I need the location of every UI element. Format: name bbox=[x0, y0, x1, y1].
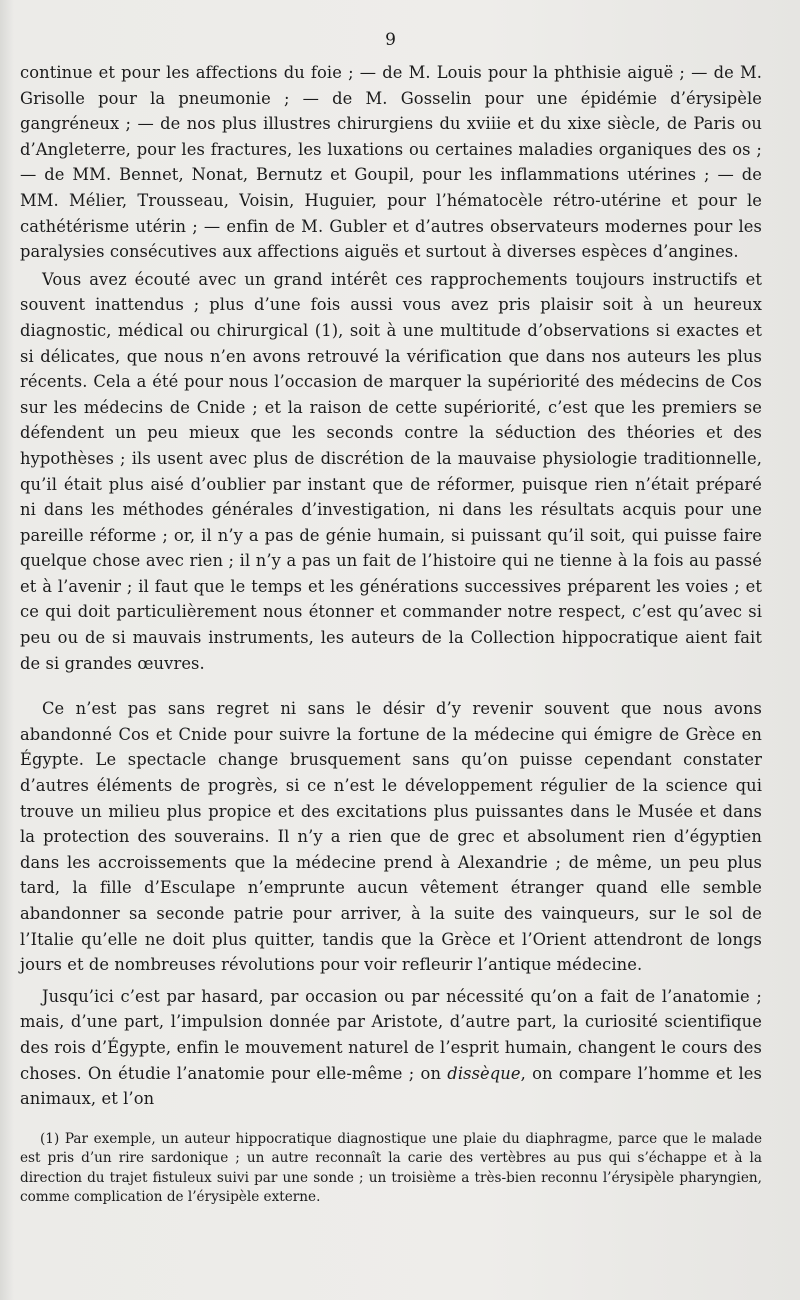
page-number: 9 bbox=[385, 30, 397, 50]
emphasis-disseque: dissèque bbox=[447, 1063, 521, 1083]
paragraph-alexandrie: Ce n’est pas sans regret ni sans le désir d’y revenir souvent que nous avons abandonné Cos et Cnide pour suivre la fortune de la médecine qui émigre de Grèce en Égypte. Le spectacle change brusquement sans qu’on puisse cependant constater d’autres éléments de progrès, si ce n’est le développement régulier de la science qui trouve un milieu plus propice et des excitations plus puissantes dans le Musée et dans la protection des souverains. Il n’y a rien que de grec et absolument rien d’égyptien dans les accroissements que la médecine prend à Alexandrie ; de même, un peu plus tard, la fille d’Esculape n’emprunte aucun vêtement étranger quand elle semble abandonner sa seconde patrie pour arriver, à la suite des vainqueurs, sur le sol de l’Italie qu’elle ne doit plus quitter, tandis que la Grèce et l’Orient attendront de longs jours et de nombreuses révolutions pour voir refleurir l’antique médecine. bbox=[20, 699, 762, 975]
paragraph-anatomie bbox=[20, 984, 762, 1112]
anatomie-text-start: Jusqu’ici c’est par hasard, par occasion ou par nécessité qu’on a fait de l’anatomie ; mais, d’une part, l’impulsion donnée par Aristote, d’autre part, la curiosité scientifique des rois d’Égypte, enfin le mouvement naturel de l’esprit humain, changent le cours des choses. On étudie l’anatomie pour elle-même ; on bbox=[20, 986, 762, 1083]
anatomie-text-end: , on compare l’homme et les animaux, et l’on bbox=[20, 1063, 762, 1109]
paragraph-rapprochements: Vous avez écouté avec un grand intérêt ces rapprochements toujours instructifs et souvent inattendus ; plus d’une fois aussi vous avez pris plaisir soit à un heureux diagnostic, médical ou chirurgical (1), soit à une multitude d’observations si exactes et si délicates, que nous n’en avons retrouvé la vérification que dans nos auteurs les plus récents. Cela a été pour nous l’occasion de marquer la supériorité des médecins de Cos sur les médecins de Cnide ; et la raison de cette supériorité, c’est que les premiers se défendent un peu mieux que les seconds contre la séduction des théories et des hypothèses ; ils usent avec plus de discrétion de la mauvaise physiologie traditionnelle, qu’il était plus aisé d’oublier par instant que de réformer, puisque rien n’était préparé ni dans les méthodes générales d’investigation, ni dans les résultats acquis pour une pareille réforme ; or, il n’y a pas de génie humain, si puissant qu’il soit, qui puisse faire quelque chose avec rien ; il n’y a pas un fait de l’histoire qui ne tienne à la fois au passé et à l’avenir ; il faut que le temps et les générations successives préparent les voies ; et ce qui doit particulièrement nous étonner et commander notre respect, c’est qu’avec si peu ou de si mauvais instruments, les auteurs de la Collection hippocratique aient fait de si grandes œuvres. bbox=[20, 269, 762, 673]
footnote: (1) Par exemple, un auteur hippocratique diagnostique une plaie du diaphragme, parce que le malade est pris d’un rire sardonique ; un autre reconnaît la carie des vertèbres au pus qui s’échappe et à la direction du trajet fistuleux suivi par une sonde ; un troisième a très-bien reconnu l’érysipèle pharyngien, comme complication de l’érysipèle externe. bbox=[20, 1130, 762, 1206]
paragraph-continuation: continue et pour les affections du foie ; — de M. Louis pour la phthisie aiguë ; — de M. Grisolle pour la pneumonie ; — de M. Gosselin pour une épidémie d’érysipèle gangréneux ; — de nos plus illustres chirurgiens du xviiie et du xixe siècle, de Paris ou d’Angleterre, pour les fractures, les luxations ou certaines maladies organiques des os ; — de MM. Bennet, Nonat, Bernutz et Goupil, pour les inflammations utérines ; — de MM. Mélier, Trousseau, Voisin, Huguier, pour l’hématocèle rétro-utérine et pour le cathétérisme utérin ; — enfin de M. Gubler et d’autres observateurs modernes pour les paralysies consécutives aux affections aiguës et surtout à diverses espèces d’angines. bbox=[20, 63, 762, 262]
